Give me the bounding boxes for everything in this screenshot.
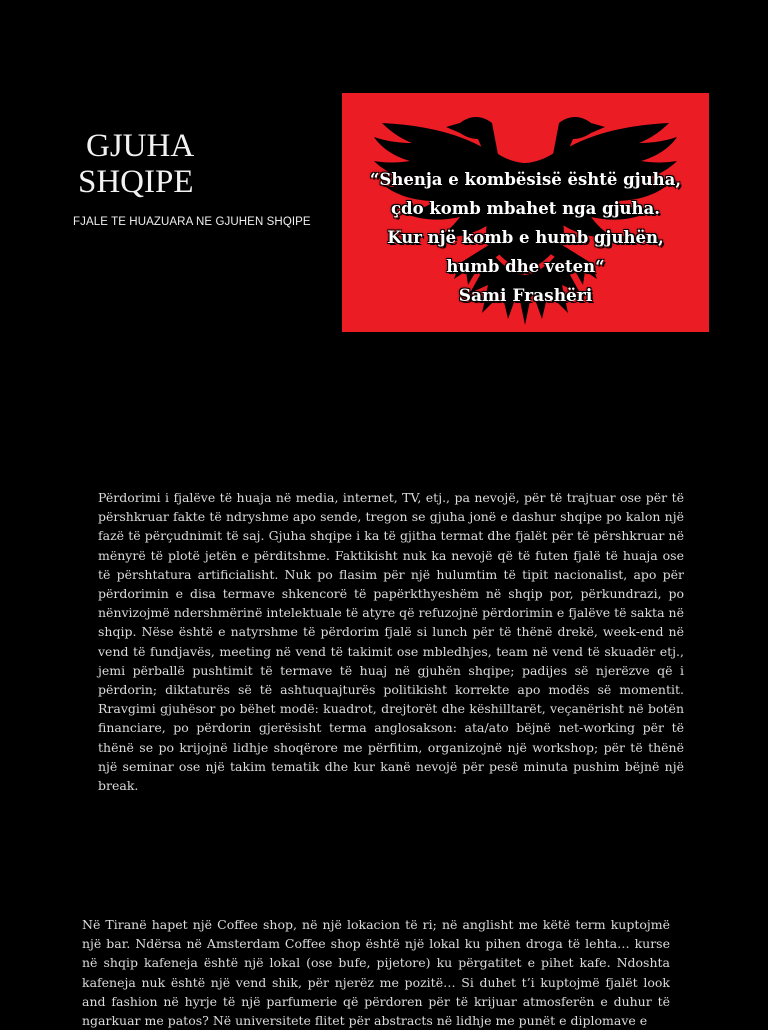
title-line-1: GJUHA <box>86 128 195 164</box>
quote-line: Kur një komb e humb gjuhën, <box>387 228 664 247</box>
quote-line: humb dhe veten“ <box>446 257 605 276</box>
banner-quote <box>342 165 709 281</box>
quote-line: çdo komb mbahet nga gjuha. <box>391 199 660 218</box>
document-subtitle: FJALE TE HUAZUARA NE GJUHEN SHQIPE <box>73 216 311 228</box>
body-paragraph-2: Në Tiranë hapet një Coffee shop, në një lokacion të ri; në anglisht me këtë term kuptojmë një bar. Ndërsa në Amsterdam Coffee shop është një lokal ku pihen droga të lehta… kurse në shqip kafeneja është një lokal (ose bufe, pijetore) ku përgatitet e pihet kafe. Ndoshta kafeneja nuk është një vend shik, për njerëz me pozitë… Si duhet t’i kuptojmë fjalët look and fashion në hyrje të një parfumerie që përdoren për të krijuar atmosferën e duhur të ngarkuar me patos? Në universitete flitet për abstracts në lidhje me punët e diplomave e <box>82 917 670 1029</box>
title-line-2: SHQIPE <box>78 164 194 200</box>
document-title <box>78 128 278 200</box>
quote-banner <box>342 93 709 332</box>
body-paragraph-1: Përdorimi i fjalëve të huaja në media, internet, TV, etj., pa nevojë, për të trajtuar ose për të përshkruar fakte të ndryshme apo sende, tregon se gjuha jonë e dashur shqipe po kalon një fazë të përçudnimit të saj. Gjuha shqipe i ka të gjitha termat dhe fjalët për të përshkruar në mënyrë të plotë jetën e përditshme. Faktikisht nuk ka nevojë që të futen fjalë të huaja ose të përshtatura artificialisht. Nuk po flasim për një hulumtim të tipit nacionalist, apo për përdorimin e disa termave shkencorë të papërkthyeshëm në shqip por, përkundrazi, po nënvizojmë ndershmërinë intelektuale të atyre që refuzojnë përdorimin e fjalëve të sakta në shqip. Nëse është e natyrshme të përdorim fjalë si lunch për të thënë drekë, week-end në vend të fundjavës, meeting në vend të takimit ose mbledhjes, team në vend të skuadër etj., jemi përballë pushtimit të termave të huaj në gjuhën shqipe; padijes së njerëzve që i përdorin; diktaturës së të ashtuquajturës politikisht korrekte apo modës së momentit. Rravgimi gjuhësor po bëhet modë: kuadrot, drejtorët dhe këshilltarët, veçanërisht në botën financiare, po përdorin gjerësisht terma anglosakson: ata/ato bëjnë net-working për të thënë se po krijojnë lidhje shoqërore me përfitim, organizojnë një workshop; për të thënë një seminar ose një takim tematik dhe kur kanë nevojë për pesë minuta pushim bëjnë një break. <box>98 490 684 794</box>
quote-author: Sami Frashëri <box>458 286 593 306</box>
quote-line: “Shenja e kombësisë është gjuha, <box>369 170 682 189</box>
